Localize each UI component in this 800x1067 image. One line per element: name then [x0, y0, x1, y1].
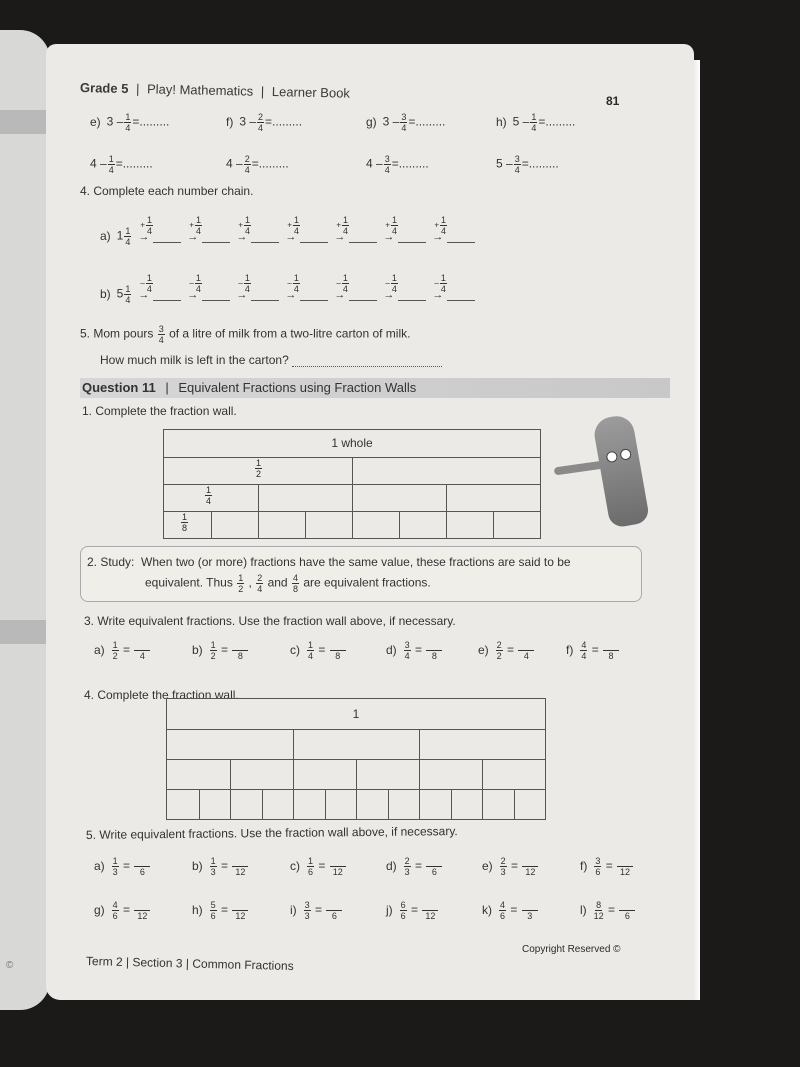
- subtraction-fraction: $\frac{3}{4}$: [401, 112, 407, 133]
- operation-fraction: $\frac{1}{4}$: [146, 272, 152, 294]
- operation-fraction: $\frac{1}{4}$: [392, 214, 398, 236]
- answer-fraction[interactable]: 4: [518, 640, 534, 661]
- mixed-fraction: $\frac{1}{4}$: [125, 226, 131, 247]
- left-page-mark: ©: [6, 960, 14, 971]
- answer-line[interactable]: =.........: [251, 156, 289, 171]
- equivalent-fraction-item: c) $\frac{1}{4}$ = 8: [290, 640, 347, 661]
- series-label: Play! Mathematics: [146, 81, 254, 99]
- equivalent-fraction-item: f) $\frac{4}{4}$ = 8: [566, 640, 620, 661]
- fraction: $\frac{6}{6}$: [400, 900, 406, 921]
- equivalent-fraction-item: a) $\frac{1}{3}$ = 6: [94, 856, 151, 877]
- answer-fraction[interactable]: 12: [232, 856, 248, 877]
- arrow-right-icon: →: [187, 230, 199, 243]
- q5-question: [80, 324, 410, 345]
- chain-blank[interactable]: [153, 290, 181, 301]
- equivalent-fraction-item: e) $\frac{2}{3}$ = 12: [482, 856, 539, 877]
- chain-operation: + $\frac{1}{4}$: [189, 214, 202, 236]
- chain-blank[interactable]: [300, 232, 328, 243]
- operation-fraction: $\frac{1}{4}$: [244, 272, 250, 294]
- answer-fraction[interactable]: 6: [326, 900, 342, 921]
- subtraction-item: h) 5 – $\frac{1}{4}$ =.........: [496, 112, 576, 133]
- wall2-whole-label: 1: [352, 707, 360, 721]
- left-page-tab: [0, 620, 50, 644]
- chain-operation: – $\frac{1}{4}$: [140, 272, 152, 294]
- answer-line[interactable]: =.........: [265, 114, 303, 129]
- page-footer: Term 2 | Section 3 | Common Fractions: [85, 954, 294, 974]
- answer-line[interactable]: =.........: [391, 156, 429, 171]
- q5-text-b: of a litre of milk from a two-litre carton of milk.: [169, 326, 411, 341]
- fraction: $\frac{4}{4}$: [581, 640, 587, 661]
- answer-fraction[interactable]: 4: [134, 640, 150, 661]
- question-11-label: Question 11: [82, 380, 156, 395]
- fraction: $\frac{1}{2}$: [210, 640, 216, 661]
- chain-operation: – $\frac{1}{4}$: [385, 272, 397, 294]
- operation-fraction: $\frac{1}{4}$: [343, 214, 349, 236]
- fraction: $\frac{1}{4}$: [308, 640, 314, 661]
- q4-title: 4. Complete each number chain.: [80, 184, 254, 198]
- subtraction-item: e) 3 – $\frac{1}{4}$ =.........: [90, 112, 170, 133]
- chain-blank[interactable]: [251, 232, 279, 243]
- fraction: $\frac{1}{3}$: [210, 856, 216, 877]
- chain-blank[interactable]: [447, 232, 475, 243]
- book-label: Learner Book: [271, 84, 351, 101]
- number-chain-a: a) 1 $\frac{1}{4}$ + $\frac{1}{4}$ → + $\frac{1}{4}$ → + $\frac{1}{4}$ → + $\frac{1}{4}$ → + $\frac{1}{4}$ → + $\frac{1}{4}$ → + $\frac{1}{4}$ →: [100, 226, 475, 247]
- fraction: $\frac{1}{2}$: [112, 640, 118, 661]
- answer-line[interactable]: =.........: [521, 156, 559, 171]
- subtraction-fraction: $\frac{3}{4}$: [384, 154, 390, 175]
- answer-fraction[interactable]: 12: [134, 900, 150, 921]
- fraction: $\frac{4}{6}$: [112, 900, 118, 921]
- answer-fraction[interactable]: 8: [603, 640, 619, 661]
- answer-fraction[interactable]: 12: [422, 900, 438, 921]
- operation-fraction: $\frac{1}{4}$: [441, 214, 447, 236]
- study-box: [80, 546, 642, 602]
- chain-blank[interactable]: [398, 232, 426, 243]
- equivalent-fraction-item: i) $\frac{3}{3}$ = 6: [290, 900, 343, 921]
- q11-1-title: 1. Complete the fraction wall.: [82, 404, 237, 418]
- chain-blank[interactable]: [398, 290, 426, 301]
- q5b-title: 5. Write equivalent fractions. Use the fraction wall above, if necessary.: [85, 824, 458, 842]
- fraction: $\frac{3}{3}$: [304, 900, 310, 921]
- answer-line[interactable]: =.........: [115, 156, 153, 171]
- chain-operation: + $\frac{1}{4}$: [287, 214, 300, 236]
- answer-fraction[interactable]: 12: [330, 856, 346, 877]
- chain-blank[interactable]: [349, 290, 377, 301]
- arrow-right-icon: →: [187, 288, 199, 301]
- chain-operation: + $\frac{1}{4}$: [140, 214, 153, 236]
- quarter-label: $\frac{1}{4}$: [206, 485, 212, 506]
- equivalent-fraction-item: h) $\frac{5}{6}$ = 12: [192, 900, 249, 921]
- chain-blank[interactable]: [300, 290, 328, 301]
- operation-fraction: $\frac{1}{4}$: [294, 214, 300, 236]
- answer-fraction[interactable]: 6: [426, 856, 442, 877]
- operation-fraction: $\frac{1}{4}$: [391, 272, 397, 294]
- chain-operation: + $\frac{1}{4}$: [434, 214, 447, 236]
- q3-title: 3. Write equivalent fractions. Use the fraction wall above, if necessary.: [84, 614, 456, 628]
- fraction: $\frac{2}{3}$: [500, 856, 506, 877]
- operation-fraction: $\frac{1}{4}$: [195, 272, 201, 294]
- chain-operation: + $\frac{1}{4}$: [238, 214, 251, 236]
- equivalent-fraction-item: d) $\frac{3}{4}$ = 8: [386, 640, 443, 661]
- answer-line[interactable]: =.........: [132, 114, 170, 129]
- fraction-wall-halves: [163, 429, 541, 539]
- subtraction-fraction: $\frac{2}{4}$: [244, 154, 250, 175]
- chain-blank[interactable]: [251, 290, 279, 301]
- equivalent-fraction-item: l) $\frac{8}{12}$ = 6: [580, 900, 636, 921]
- wall-whole-label: 1 whole: [331, 436, 373, 450]
- chain-operation: – $\frac{1}{4}$: [189, 272, 201, 294]
- arrow-right-icon: →: [138, 288, 150, 301]
- mascot-arm: [554, 461, 605, 476]
- fraction-wall-thirds: [166, 698, 546, 820]
- subtraction-item: 4 – $\frac{2}{4}$ =.........: [226, 154, 289, 175]
- page-number: 81: [606, 94, 620, 108]
- fraction: $\frac{1}{3}$: [112, 856, 118, 877]
- fraction: $\frac{3}{4}$: [404, 640, 410, 661]
- answer-fraction[interactable]: 6: [134, 856, 150, 877]
- equivalent-fraction-item: c) $\frac{1}{6}$ = 12: [290, 856, 347, 877]
- subtraction-fraction: $\frac{1}{4}$: [531, 112, 537, 133]
- arrow-right-icon: →: [383, 230, 395, 243]
- chain-blank[interactable]: [447, 290, 475, 301]
- chain-operation: – $\frac{1}{4}$: [287, 272, 299, 294]
- answer-fraction[interactable]: 8: [232, 640, 248, 661]
- arrow-right-icon: →: [236, 230, 248, 243]
- equivalent-fraction-item: f) $\frac{3}{6}$ = 12: [580, 856, 634, 877]
- fraction: $\frac{2}{3}$: [404, 856, 410, 877]
- question-11-title: Equivalent Fractions using Fraction Walls: [178, 380, 417, 395]
- operation-fraction: $\frac{1}{4}$: [245, 214, 251, 236]
- answer-fraction[interactable]: 8: [426, 640, 442, 661]
- arrow-right-icon: →: [138, 230, 150, 243]
- fraction: $\frac{3}{6}$: [595, 856, 601, 877]
- study-line-1: 2. Study: When two (or more) fractions have the same value, these fractions are said to be: [87, 555, 571, 569]
- chain-blank[interactable]: [202, 290, 230, 301]
- arrow-right-icon: →: [383, 288, 395, 301]
- equivalent-fraction-item: k) $\frac{4}{6}$ = 3: [482, 900, 539, 921]
- chain-operation: + $\frac{1}{4}$: [336, 214, 349, 236]
- study-line-2: equivalent. Thus $\frac{1}{2}$ , $\frac{2}{4}$ and $\frac{4}{8}$ are equivalent fractions.: [145, 573, 431, 594]
- pencil-mascot-icon: [592, 413, 650, 528]
- equivalent-fraction-item: d) $\frac{2}{3}$ = 6: [386, 856, 443, 877]
- subtraction-item: 4 – $\frac{1}{4}$ =.........: [90, 154, 153, 175]
- subtraction-item: 5 – $\frac{3}{4}$ =.........: [496, 154, 559, 175]
- half-label: $\frac{1}{2}$: [256, 458, 262, 479]
- arrow-right-icon: →: [432, 230, 444, 243]
- arrow-right-icon: →: [432, 288, 444, 301]
- subtraction-fraction: $\frac{1}{4}$: [108, 154, 114, 175]
- fraction: $\frac{1}{6}$: [308, 856, 314, 877]
- number-chain-b: b) 5 $\frac{1}{4}$ – $\frac{1}{4}$ → – $\frac{1}{4}$ → – $\frac{1}{4}$ → – $\frac{1}{4}$ → – $\frac{1}{4}$ → – $\frac{1}{4}$ → – $\frac{1}{4}$ →: [100, 284, 475, 305]
- equivalent-fraction-item: b) $\frac{1}{2}$ = 8: [192, 640, 249, 661]
- answer-fraction[interactable]: 6: [619, 900, 635, 921]
- chain-blank[interactable]: [153, 232, 181, 243]
- chain-operation: + $\frac{1}{4}$: [385, 214, 398, 236]
- book-page: [46, 44, 694, 1000]
- eighth-label: $\frac{1}{8}$: [182, 512, 188, 533]
- answer-fraction[interactable]: 8: [330, 640, 346, 661]
- equivalent-fraction-item: a) $\frac{1}{2}$ = 4: [94, 640, 151, 661]
- fraction: $\frac{8}{12}$: [593, 900, 604, 921]
- fraction: $\frac{4}{6}$: [500, 900, 506, 921]
- chain-blank[interactable]: [349, 232, 377, 243]
- answer-fraction[interactable]: 3: [522, 900, 538, 921]
- operation-fraction: $\frac{1}{4}$: [196, 214, 202, 236]
- subtraction-fraction: $\frac{3}{4}$: [514, 154, 520, 175]
- mixed-fraction: $\frac{1}{4}$: [125, 284, 131, 305]
- answer-line[interactable]: =.........: [538, 114, 576, 129]
- subtraction-item: g) 3 – $\frac{3}{4}$ =.........: [366, 112, 446, 133]
- arrow-right-icon: →: [285, 230, 297, 243]
- q4-wall-title: 4. Complete the fraction wall.: [84, 688, 239, 702]
- answer-line[interactable]: =.........: [408, 114, 446, 129]
- chain-blank[interactable]: [202, 232, 230, 243]
- operation-fraction: $\frac{1}{4}$: [440, 272, 446, 294]
- subtraction-fraction: $\frac{2}{4}$: [258, 112, 264, 133]
- fraction: $\frac{2}{2}$: [496, 640, 502, 661]
- subtraction-item: 4 – $\frac{3}{4}$ =.........: [366, 154, 429, 175]
- fraction: $\frac{5}{6}$: [210, 900, 216, 921]
- arrow-right-icon: →: [334, 288, 346, 301]
- answer-fraction[interactable]: 12: [617, 856, 633, 877]
- answer-fraction[interactable]: 12: [522, 856, 538, 877]
- q5-text-a: 5. Mom pours: [80, 326, 154, 341]
- arrow-right-icon: →: [285, 288, 297, 301]
- subtraction-item: f) 3 – $\frac{2}{4}$ =.........: [226, 112, 303, 133]
- equivalent-fraction-item: b) $\frac{1}{3}$ = 12: [192, 856, 249, 877]
- chain-operation: – $\frac{1}{4}$: [336, 272, 348, 294]
- answer-fraction[interactable]: 12: [232, 900, 248, 921]
- chain-operation: – $\frac{1}{4}$: [434, 272, 446, 294]
- equivalent-fraction-item: g) $\frac{4}{6}$ = 12: [94, 900, 151, 921]
- page-header: Grade 5 | Play! Mathematics | Learner Book: [79, 80, 351, 101]
- chain-operation: – $\frac{1}{4}$: [238, 272, 250, 294]
- question-11-banner: Question 11 | Equivalent Fractions using Fraction Walls: [80, 378, 670, 398]
- copyright-text: Copyright Reserved ©: [522, 944, 621, 955]
- arrow-right-icon: →: [334, 230, 346, 243]
- arrow-right-icon: →: [236, 288, 248, 301]
- left-page-edge: [0, 30, 50, 1010]
- q5-fraction: $\frac{3}{4}$: [158, 324, 164, 345]
- answer-line[interactable]: [292, 356, 442, 367]
- grade-label: Grade 5: [79, 80, 129, 97]
- left-page-tab: [0, 110, 50, 134]
- equivalent-fraction-item: e) $\frac{2}{2}$ = 4: [478, 640, 535, 661]
- q5-sub-question: How much milk is left in the carton?: [100, 353, 442, 367]
- operation-fraction: $\frac{1}{4}$: [147, 214, 153, 236]
- equivalent-fraction-item: j) $\frac{6}{6}$ = 12: [386, 900, 439, 921]
- operation-fraction: $\frac{1}{4}$: [342, 272, 348, 294]
- operation-fraction: $\frac{1}{4}$: [293, 272, 299, 294]
- subtraction-fraction: $\frac{1}{4}$: [125, 112, 131, 133]
